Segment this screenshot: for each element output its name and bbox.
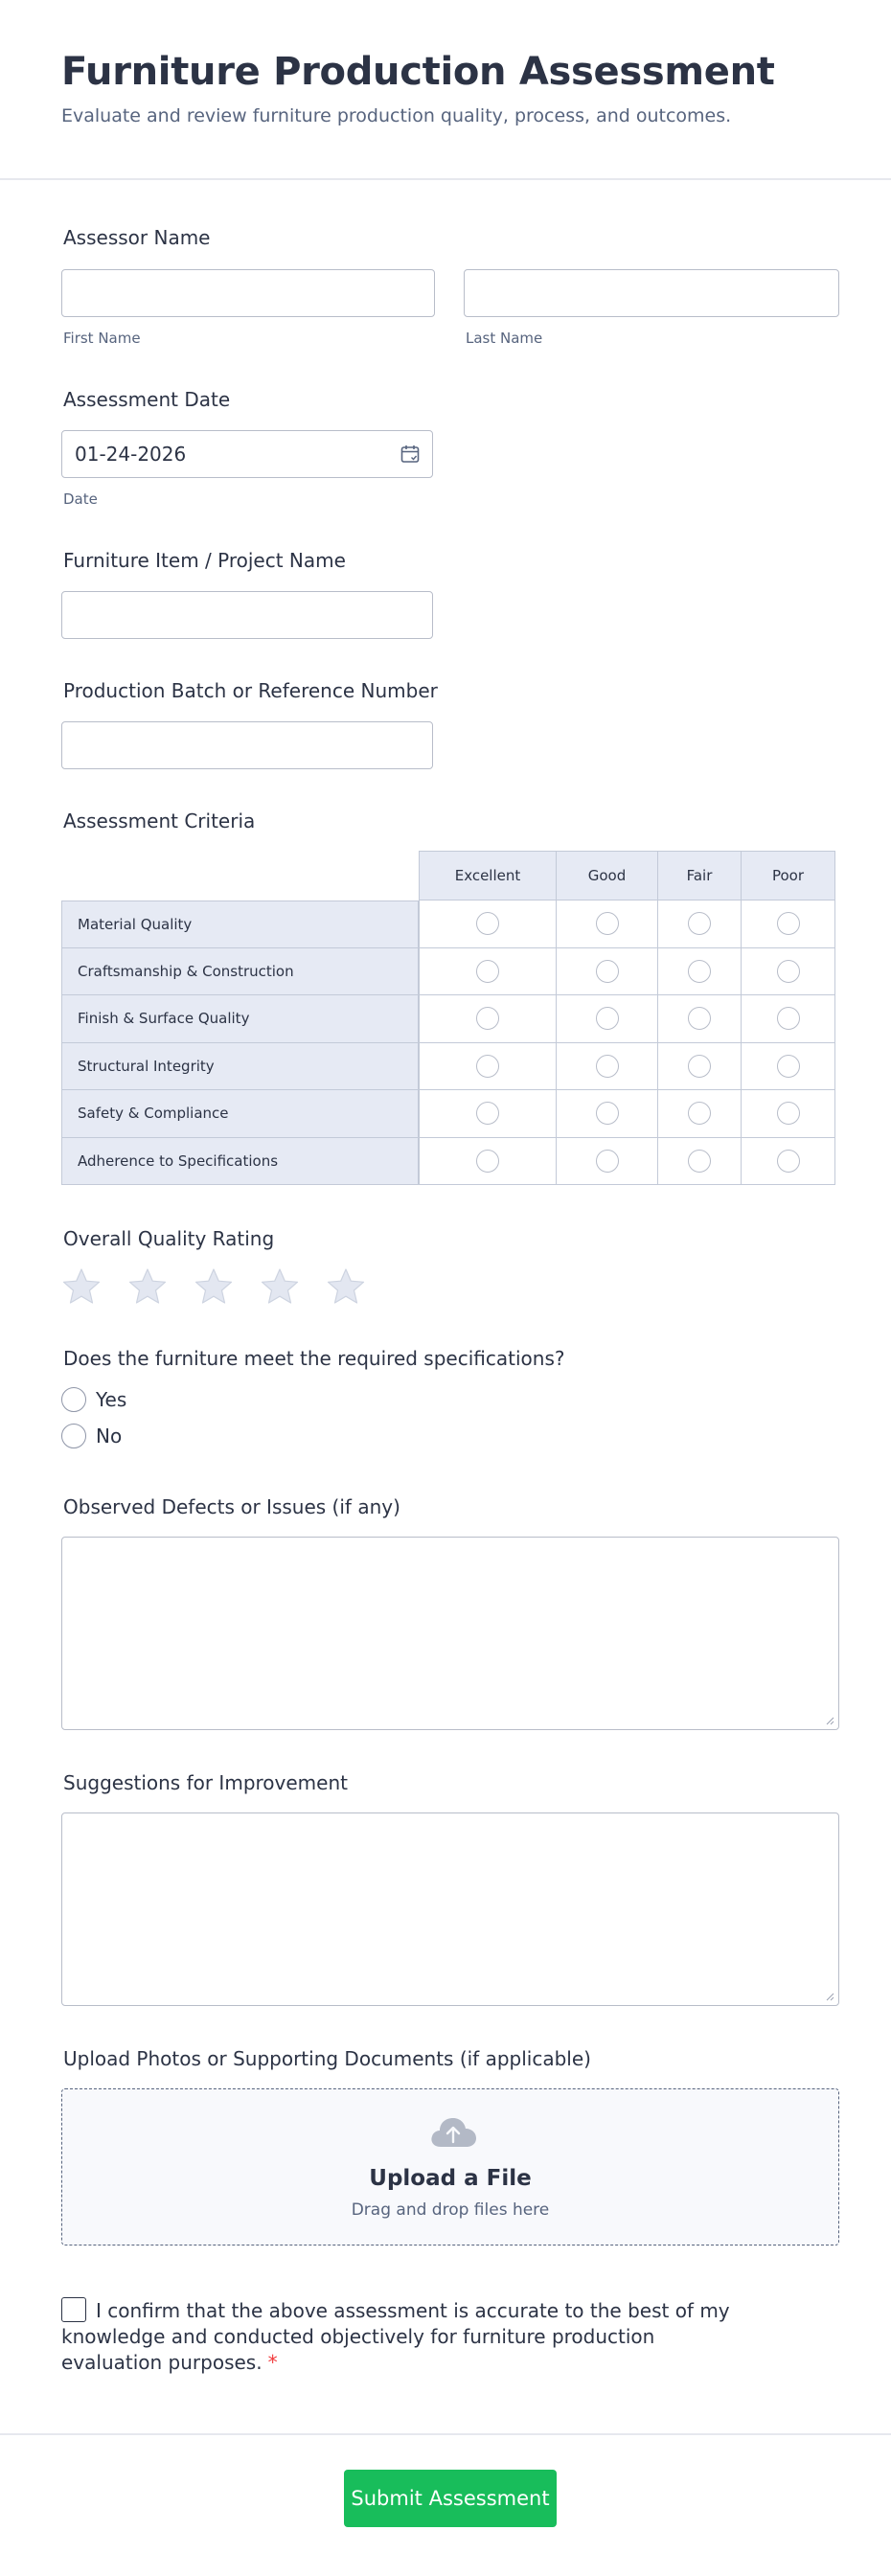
last-name-sublabel: Last Name [466, 330, 543, 347]
page-title: Furniture Production Assessment [61, 50, 775, 94]
matrix-column-header: Good [557, 851, 658, 900]
cloud-upload-icon [429, 2114, 477, 2151]
matrix-radio[interactable] [688, 960, 711, 983]
matrix-cell [557, 1043, 658, 1091]
file-upload-dropzone[interactable] [61, 2088, 839, 2245]
last-name-input[interactable] [464, 269, 839, 317]
matrix-cell [742, 995, 835, 1043]
matrix-cell [419, 900, 557, 948]
assessment-date-input[interactable] [61, 430, 433, 478]
criteria-matrix [61, 851, 839, 1186]
defects-label: Observed Defects or Issues (if any) [63, 1495, 400, 1518]
specs-option-no-label: No [96, 1425, 123, 1448]
calendar-icon[interactable] [400, 444, 421, 465]
matrix-radio[interactable] [596, 1007, 619, 1030]
matrix-radio[interactable] [777, 1007, 800, 1030]
matrix-cell [742, 1043, 835, 1091]
matrix-cell [419, 1043, 557, 1091]
matrix-radio[interactable] [476, 912, 499, 935]
matrix-cell [742, 900, 835, 948]
matrix-radio[interactable] [777, 1055, 800, 1078]
matrix-radio[interactable] [476, 1150, 499, 1173]
star-icon[interactable] [127, 1266, 168, 1307]
matrix-column-header: Fair [658, 851, 742, 900]
matrix-cell [658, 948, 742, 996]
matrix-radio[interactable] [596, 912, 619, 935]
matrix-cell [658, 995, 742, 1043]
specs-option-yes-label: Yes [96, 1388, 127, 1411]
criteria-label: Assessment Criteria [63, 809, 256, 832]
matrix-radio[interactable] [688, 1007, 711, 1030]
page-subtitle: Evaluate and review furniture production quality, process, and outcomes. [61, 105, 732, 126]
matrix-column-header: Poor [742, 851, 835, 900]
matrix-radio[interactable] [688, 912, 711, 935]
rating-label: Overall Quality Rating [63, 1227, 275, 1250]
matrix-cell [419, 1090, 557, 1138]
matrix-cell [419, 995, 557, 1043]
specs-option-yes[interactable] [61, 1387, 126, 1412]
footer-divider [0, 2433, 891, 2435]
suggestions-textarea[interactable] [61, 1812, 839, 2006]
submit-button[interactable]: Submit Assessment [344, 2470, 557, 2527]
matrix-cell [557, 900, 658, 948]
assessment-date-label: Assessment Date [63, 388, 231, 411]
batch-number-label: Production Batch or Reference Number [63, 679, 438, 702]
matrix-row-label: Craftsmanship & Construction [61, 948, 419, 996]
matrix-column-header: Excellent [419, 851, 557, 900]
matrix-row-label: Structural Integrity [61, 1043, 419, 1091]
matrix-radio[interactable] [688, 1055, 711, 1078]
matrix-radio[interactable] [596, 1102, 619, 1125]
matrix-cell [419, 1138, 557, 1186]
item-name-input[interactable] [61, 591, 433, 639]
upload-title: Upload a File [369, 2166, 532, 2191]
star-icon[interactable] [194, 1266, 234, 1307]
matrix-radio[interactable] [476, 960, 499, 983]
matrix-cell [557, 948, 658, 996]
batch-number-input[interactable] [61, 721, 433, 769]
item-name-label: Furniture Item / Project Name [63, 549, 346, 572]
matrix-cell [742, 1138, 835, 1186]
defects-textarea[interactable] [61, 1537, 839, 1730]
matrix-radio[interactable] [476, 1102, 499, 1125]
matrix-radio[interactable] [688, 1102, 711, 1125]
star-icon[interactable] [61, 1266, 102, 1307]
first-name-sublabel: First Name [63, 330, 141, 347]
assessor-name-label: Assessor Name [63, 226, 211, 249]
matrix-radio[interactable] [596, 960, 619, 983]
confirm-checkbox-row[interactable] [61, 2297, 751, 2376]
specs-option-no[interactable] [61, 1424, 122, 1448]
matrix-radio[interactable] [777, 1102, 800, 1125]
matrix-radio[interactable] [476, 1055, 499, 1078]
suggestions-label: Suggestions for Improvement [63, 1771, 348, 1794]
assessment-date-value: 01-24-2026 [75, 443, 187, 466]
required-mark: * [267, 2351, 278, 2374]
matrix-row-label: Adherence to Specifications [61, 1138, 419, 1186]
date-sublabel: Date [63, 490, 98, 508]
first-name-input[interactable] [61, 269, 435, 317]
matrix-cell [557, 1138, 658, 1186]
radio-yes[interactable] [61, 1387, 86, 1412]
resize-grip-icon[interactable] [825, 1716, 834, 1725]
matrix-row-label: Finish & Surface Quality [61, 995, 419, 1043]
radio-no[interactable] [61, 1424, 86, 1448]
matrix-radio[interactable] [777, 1150, 800, 1173]
matrix-radio[interactable] [777, 912, 800, 935]
specs-question-label: Does the furniture meet the required specifications? [63, 1347, 565, 1370]
matrix-cell [742, 948, 835, 996]
matrix-radio[interactable] [777, 960, 800, 983]
matrix-cell [557, 1090, 658, 1138]
matrix-cell [658, 900, 742, 948]
star-icon[interactable] [260, 1266, 300, 1307]
form-header [0, 0, 891, 180]
matrix-row-label: Material Quality [61, 900, 419, 948]
star-icon[interactable] [326, 1266, 366, 1307]
matrix-radio[interactable] [596, 1150, 619, 1173]
resize-grip-icon[interactable] [825, 1992, 834, 2001]
matrix-cell [658, 1090, 742, 1138]
upload-label: Upload Photos or Supporting Documents (if applicable) [63, 2047, 591, 2070]
confirm-text: I confirm that the above assessment is accurate to the best of my knowledge and conducted objectively for furniture production evaluation purposes. [61, 2299, 730, 2374]
matrix-cell [658, 1138, 742, 1186]
upload-hint: Drag and drop files here [351, 2200, 550, 2220]
matrix-row-label: Safety & Compliance [61, 1090, 419, 1138]
matrix-cell [419, 948, 557, 996]
matrix-radio[interactable] [688, 1150, 711, 1173]
matrix-radio[interactable] [596, 1055, 619, 1078]
matrix-radio[interactable] [476, 1007, 499, 1030]
matrix-cell [658, 1043, 742, 1091]
matrix-cell [742, 1090, 835, 1138]
matrix-cell [557, 995, 658, 1043]
confirm-checkbox[interactable] [61, 2297, 86, 2322]
